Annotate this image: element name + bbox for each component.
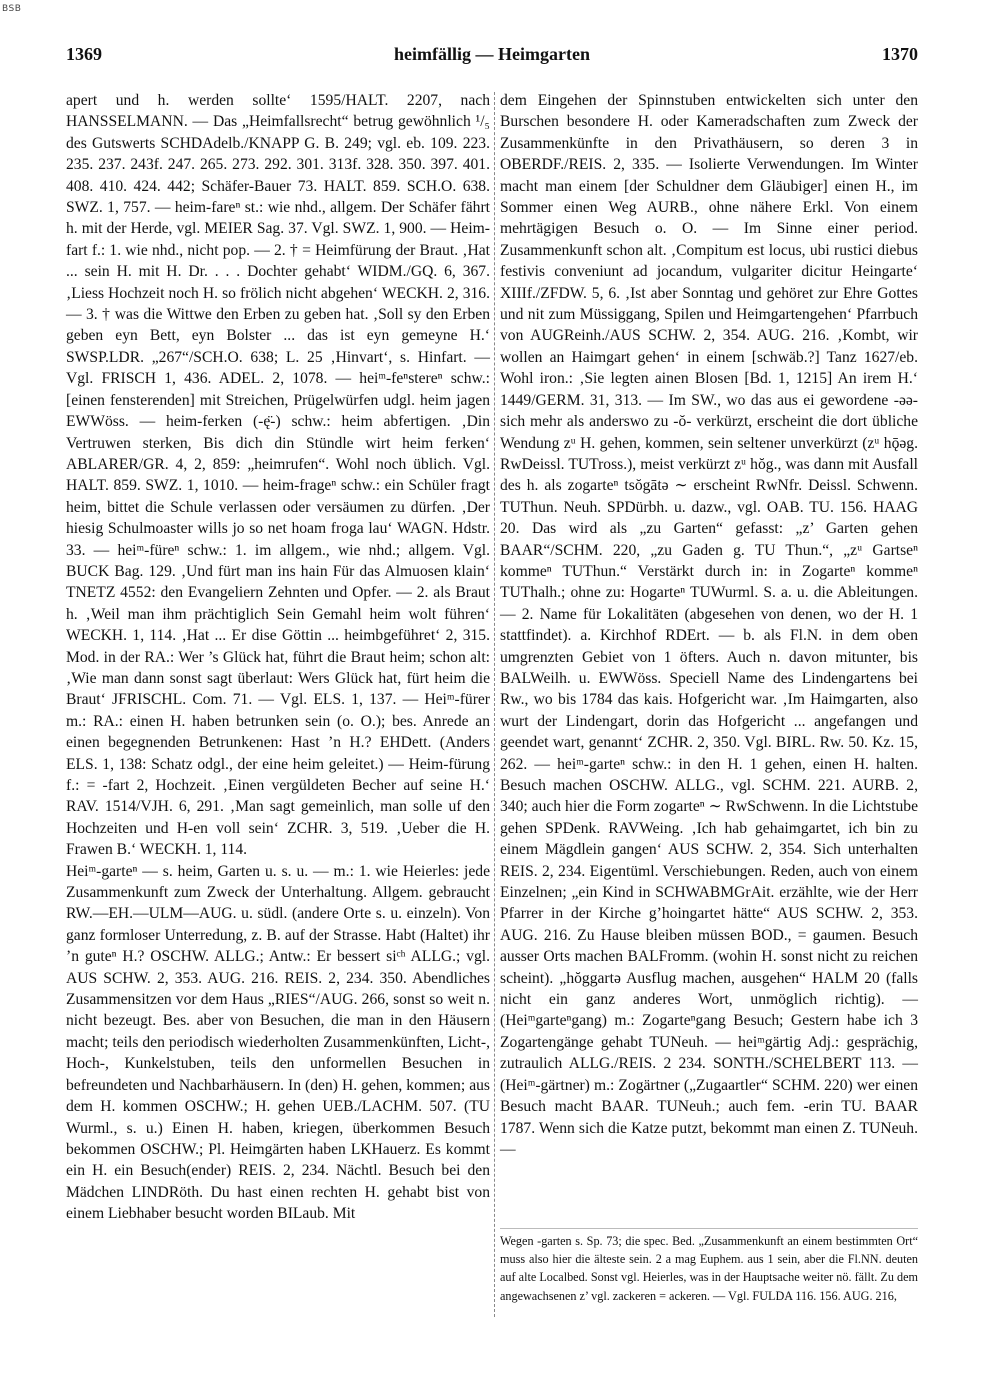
- page-number-left: 1369: [66, 44, 102, 64]
- footnote: Wegen -garten s. Sp. 73; die spec. Bed. „Zusammenkunft an einem bestimmten Ort“ muss also hier die älteste sein. 2 a mag Euphem. aus 1 sein, aber die Fl.NN. deuten auf alte Localbed. Sonst vgl. Heierles, was in der Hauptsache weiter nö. fällt. Zu dem angewachsenen z’ vgl. zackeren = ackeren. — Vgl. FULDA 116. 156. AUG. 216,: [500, 1234, 918, 1303]
- entry-heimgarten-block: Heiᵐ-garteⁿ — s. heim, Garten u. s. u. — m.: 1. wie Heierles: jede Zusammenkunft zum Zweck der Unterhaltung. Allgem. gebraucht RW.—EH.—ULM—AUG. u. südl. (andere Orte s. u. einzeln). Von ganz formloser Unterredung, z. B. auf der Strasse. Habt (Haltet) ihr ’n guteⁿ H.? OSCHW. ALLG.; Antw.: Er bessert siᶜʰ ALLG.; vgl. AUS SCHW. 2, 353. AUG. 216. REIS. 2, 234. 350. Abendliches Zusammensitzen vor dem Haus „RIES“/AUG. 266, sonst so weit n. nicht bezeugt. Bes. aber von Besuchen, die man in den Häusern macht; teils den periodisch wiederholten Zusammenkünften, Licht-, Hoch-, Kunkelstuben, teils den unformellen Besuchen in befreundeten und Nachbarhäusern. In (den) H. gehen, kommen; aus dem H. kommen OSCHW.; H. gehen UEB./LACHM. 507. (TU Wurml., s. u.) Einen H. haben, kriegen, überkommen Besuch bekommen OSCHW.; Pl. Heimgärten haben LKHauerz. Es kommt ein H. ein Besuch(ender) REIS. 2, 234. Nächtl. Besuch bei den Mädchen LINDRöth. Du hast einen rechten H. gehabt bist von einem Liebhaber besucht worden BILaub. Mit: [66, 862, 490, 1223]
- column-divider: [494, 92, 495, 1317]
- running-title: heimfällig — Heimgarten: [394, 44, 590, 64]
- footnote-divider: [500, 1228, 918, 1229]
- page-header: [66, 44, 918, 68]
- entry-heimgarten-continued: dem Eingehen der Spinnstuben entwickelten sich unter den Burschen besondere H. oder Kameradschaften zum Zweck der Zusammenkünfte in den Privathäusern, so deren 3 in OBERDF./REIS. 2, 335. — Isolierte Verwendungen. Im Winter macht man einem [der Schuldner dem Gläubiger] einen H., im Sommer einen Weg AURB., ohne nähere Erkl. Von einem mehrtägigen Besuch o. O. — Im Sinne einer period. Zusammenkunft schon alt. ‚Compitum est locus, ubi rustici diebus festivis conveniunt ad jocandum, vulgariter dicitur Heingarte‘ XIIIf./ZFDW. 5, 6. ‚Ist aber Sonntag und gehöret zur Ehre Gottes und nit zum Müssiggang, Spilen und Heimgartengehen‘ Pfarrbuch von AUGReinh./AUS SCHW. 2, 354. AUG. 216. ‚Kombt, wir wollen an Haimgart gehen‘ in einem [schwäb.?] Tanz 1627/eb. Wohl iron.: ‚Sie legten ainen Blosen [Bd. 1, 1215] An irem H.‘ 1449/GERM. 31, 313. — Im SW., wo das aus ei gewordene -ǝǝ- sich mehr als anderswo zu -ŏ- verkürzt, erscheint die dort übliche Wendung zᵘ H. gehen, kommen, sein seltener unverkürzt (zᵘ hǭǝg. RwDeissl. TUTross.), meist verkürzt zᵘ hŏg., was dann mit Ausfall des h. als zogarteⁿ tsŏgātǝ ∼ erscheint RwNfr. Deissl. Schwenn. TUThun. Neuh. SPDürbh. u. dazw., vgl. OAB. TU. 156. HAAG 20. Das wird als „zu Garten“ gefasst: „z’ Garten gehen BAAR“/SCHM. 220, „zu Gaden g. TU Thun.“, „zᵘ Gartseⁿ kommeⁿ TUThun.“ Verstärkt durch in: in Zogarteⁿ kommeⁿ TUThalh.; ohne zu: Hogarteⁿ TUWurml. S. a. u. die Ableitungen. — 2. Name für Lokalitäten (abgesehen von denen, wo der H. 1 stattfindet). a. Kirchhof RDErt. — b. als Fl.N. in dem oben umgrenzten Gebiet von 1 öfters. Auch n. davon mitunter, bis BALWeilh. u. EWWöss. Speciell Name des Lindengartens bei Rw., wo bis 1784 das kais. Hofgericht war. ‚Im Haimgarten, also wurt der Lindengart, dorin das Hofgericht ... angefangen und geendet wart, genannt‘ ZCHR. 2, 350. Vgl. BIRL. Rw. 50. Kz. 15, 262. — heiᵐ-garteⁿ schw.: in den H. 1 gehen, einen H. halten. Besuch machen OSCHW. ALLG., vgl. SCHM. 221. AURB. 2, 340; auch hier die Form zogarteⁿ ∼ RwSchwenn. In die Lichtstube gehen SPDenk. RAVWeing. ‚Ich hab gehaimgartet, ich bin zu einem Mägdlein gangen‘ AUS SCHW. 2, 354. Sich unterhalten REIS. 2, 234. Eigentüml. Verschiebungen. Reden, auch von einem Einzelnen; „ein Kind in SCHWABMGrAit. erzählte, wie der Herr Pfarrer in der Kirche g’hoingartet hätte“ AUS SCHW. 2, 353. AUG. 216. Zu Hause bleiben müssen BOD., = gaumen. Besuch ausser Orts machen BALFromm. (wohin H. sonst nicht zu reichen scheint). „hŏggartǝ Ausflug machen, ausgehen“ HALM 20 (falls nicht ein ganz anderes Wort, unmöglich richtig). — (Heiᵐgarteⁿgang) m.: Zogarteⁿgang Besuch; Gestern habe ich 3 Zogartengänge gehabt TUNeuh. — heiᵐgärtig Adj.: gesprächig, zutraulich ALLG./REIS. 2 234. SONTH./SCHELBERT 113. — (Heiᵐ-gärtner) m.: Zogärtner („Zugaartler“ SCHM. 220) wer einen Besuch macht BAAR. TUNeuh.; auch fem. -erin TU. BAAR 1787. Wenn sich die Katze putzt, bekommt man einen Z. TUNeuh. —: [500, 92, 918, 1158]
- right-column: [500, 90, 918, 1160]
- left-column: [66, 90, 490, 1225]
- entry-heimfallig-block: apert und h. werden sollte‘ 1595/HALT. 2207, nach HANSSELMANN. — Das „Heimfallsrecht“ betrug gewöhnlich ¹/₅ des Gutswerts SCHDAdelb./KNAPP G. B. 249; vgl. eb. 109. 223. 235. 237. 243f. 247. 265. 273. 292. 301. 313f. 328. 350. 397. 401. 408. 410. 424. 442; Schäfer-Bauer 73. HALT. 859. SCH.O. 638. SWZ. 1, 757. — heim-fareⁿ st.: wie nhd., allgem. Der Schäfer fährt h. mit der Herde, vgl. MEIER Sag. 37. Vgl. SWZ. 1, 900. — Heim-fart f.: 1. wie nhd., nicht pop. — 2. † = Heimfürung der Braut. ‚Hat ... sein H. mit H. Dr. . . . Dochter gehabt‘ WIDM./GQ. 6, 367. ‚Liess Hochzeit noch H. so frölich nicht abgehen‘ WECKH. 2, 316. — 3. † was die Wittwe den Erben zu geben hat. ‚Soll sy den Erben geben eyn Bett, eyn Bolster ... das ist eyn gemeyne H.‘ SWSP.LDR. „267“/SCH.O. 638; L. 25 ‚Hinvart‘, s. Hinfart. — Vgl. FRISCH 1, 436. ADEL. 2, 1078. — heiᵐ-feⁿstereⁿ schw.: [einen fensterenden] mit Streichen, Prügelwürfen udgl. heim jagen EWWöss. — heim-ferken (-ę̈-) schw.: heim abfertigen. ‚Din Vertruwen sterken, Bis dich din Stündle wirt heim ferken‘ ABLARER/GR. 4, 2, 859: „heimrufen“. Wohl noch üblich. Vgl. HALT. 859. SWZ. 1, 1010. — heim-frageⁿ schw.: ein Schüler fragt heim, bittet die Schule verlassen oder versäumen zu dürfen. ‚Der hiesig Schulmoaster wills jo so net hoam froga lau‘ WAGN. Hdstr. 33. — heiᵐ-füreⁿ schw.: 1. im allgem., wie nhd.; allgem. Vgl. BUCK Bag. 129. ‚Und fürt man ins hain Für das Almuosen klain‘ TNETZ 4552: den Evangeliern Zehnten und Opfer. — 2. als Braut h. ‚Weil man ihm prächtiglich Sein Gemahl heim wolt führen‘ WECKH. 1, 114. ‚Hat ... Er dise Göttin ... heimbgeführet‘ 2, 315. Mod. in der RA.: Wer ’s Glück hat, führt die Braut heim; schon alt: ‚Wie man dann sonst sagt überlaut: Wers Glück hat, fürt heim die Braut‘ JFRISCHL. Com. 71. — Vgl. ELS. 1, 137. — Heiᵐ-fürer m.: RA.: einen H. haben betrunken sein (o. O.); bes. Anrede an einen begegnenden Betrunkenen: Hast ’n H.? EHDett. (Anders ELS. 1, 138: Schatz odgl., der eine heim geleitet.) — Heim-fürung f.: = -fart 2, Hochzeit. ‚Einen vergüldeten Becher auf seine H.‘ RAV. 1514/VJH. 6, 291. ‚Man sagt gemeinlich, man solle uf den Hochzeiten und H-en voll sein‘ ZCHR. 3, 519. ‚Ueber die H. Frawen B.‘ WECKH. 1, 114.: [66, 92, 490, 859]
- library-stamp: BSB: [2, 4, 22, 14]
- page-number-right: 1370: [882, 44, 918, 64]
